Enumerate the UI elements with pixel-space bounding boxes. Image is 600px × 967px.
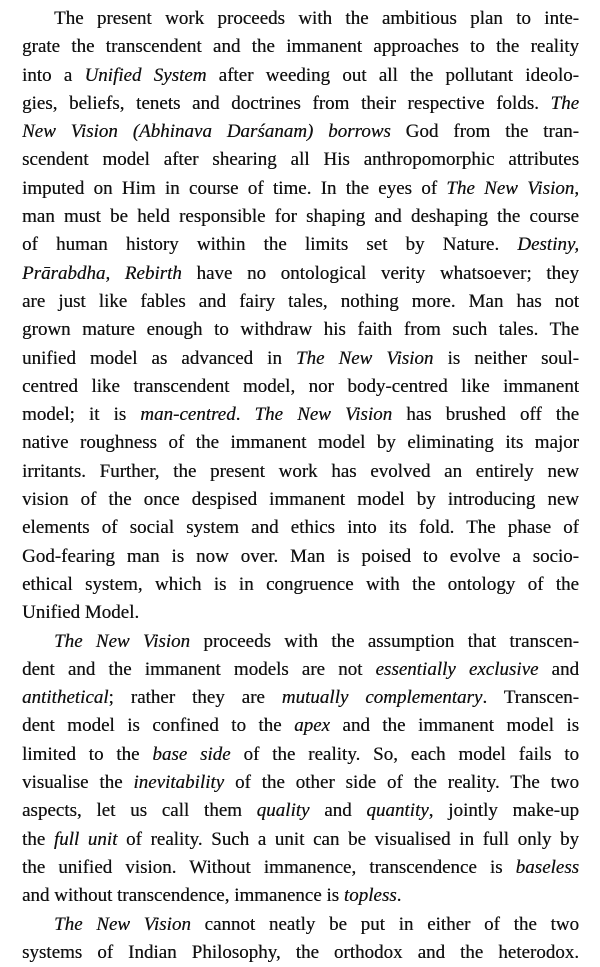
italic-text-run: The New Vision [254,404,393,426]
italic-text-run: full unit [53,828,118,850]
text-line [22,62,579,90]
text-line [22,628,579,656]
italic-text-run: The New Vision [54,913,191,935]
text-run: ; rather they are [108,687,282,709]
text-line [22,769,579,797]
text-run: proceeds with the assumption that transcen- [190,630,579,652]
text-line [22,260,579,288]
text-run: of the reality. So, each model fails to [230,743,579,765]
text-line [22,656,579,684]
italic-text-run: borrows [328,121,391,143]
text-line [22,345,579,373]
text-run: . Transcen- [482,687,579,709]
text-run: and [538,658,579,680]
italic-text-run: quality [256,800,310,822]
text-line [22,316,579,344]
text-line [22,90,579,118]
text-line [22,684,579,712]
text-run: model; it is [22,404,141,426]
italic-text-run: antithetical [22,687,109,709]
text-run: into a [22,64,85,86]
text-run: elements of social system and ethics into its fold. The phase of [22,517,579,539]
text-run: aspects, let us call them [22,800,257,822]
text-run: systems of Indian Philosophy, the orthodox and the heterodox. [22,941,579,963]
text-run: . [396,885,402,907]
italic-text-run: inevitability [133,772,225,794]
text-line [22,429,579,457]
text-run [313,121,328,142]
text-run: and the immanent model is [329,715,579,737]
text-run: of human history within the limits set by Nature. [22,234,518,256]
italic-text-run: The New Vision [446,177,575,199]
text-run: , [574,177,579,199]
italic-text-run: man-centred [140,404,236,426]
text-run: dent model is confined to the [22,715,295,737]
text-line [22,203,579,231]
text-line [22,118,579,146]
text-line [22,797,579,825]
text-run: dent and the immanent models are not [22,658,376,680]
text-run: the [22,828,54,850]
text-run: unified model as advanced in [22,347,296,369]
text-run: Unified Model. [22,602,140,624]
text-line [22,882,579,910]
text-line [22,543,579,571]
text-run: imputed on Him in course of time. In the eyes of [22,177,447,199]
text-line [22,486,579,514]
italic-text-run: Prārabdha, Rebirth [22,262,182,284]
italic-text-run: The New Vision [54,630,191,652]
text-line [22,175,579,203]
text-run: grate the transcendent and the immanent approaches to the reality [22,36,579,58]
text-line [22,571,579,599]
text-run: vision of the once despised immanent model by introducing new [22,489,579,511]
text-run: , jointly make-up [428,800,579,822]
text-line [22,5,579,33]
text-run: the unified vision. Without immanence, transcendence is [22,856,516,878]
text-line [22,373,579,401]
text-line [22,939,579,967]
italic-text-run: mutually complementary [281,687,483,709]
italic-text-run: Unified System [84,64,207,86]
italic-text-run: (Abhinava Darśanam) [132,121,314,143]
text-line [22,854,579,882]
text-line [22,911,579,939]
text-run: ethical system, which is in congruence with the ontology of the [22,573,579,595]
text-run: limited to the [22,743,153,765]
text-run: man must be held responsible for shaping and deshaping the course [22,206,579,228]
italic-text-run: essentially exclusive [375,658,539,680]
text-run: and without transcendence, immanence is [22,885,344,907]
text-line [22,826,579,854]
italic-text-run: New Vision [22,121,118,143]
text-run: scendent model after shearing all His anthropomorphic attributes [22,149,579,171]
text-run [118,121,133,142]
italic-text-run: base side [152,743,231,765]
text-line [22,514,579,542]
text-line [22,146,579,174]
text-run: grown mature enough to withdraw his faith from such tales. The [22,319,579,341]
text-run: after weeding out all the pollutant ideolo- [206,64,579,86]
text-line [22,599,579,627]
italic-text-run: topless [343,885,397,907]
text-run: have no ontological verity whatsoever; they [181,262,579,284]
text-run: are just like fables and fairy tales, nothing more. Man has not [22,290,579,312]
italic-text-run: apex [294,715,330,737]
text-line [22,231,579,259]
text-run: has brushed off the [392,404,579,426]
text-run: God-fearing man is now over. Man is poised to evolve a socio- [22,545,579,567]
italic-text-run: baseless [515,856,579,878]
italic-text-run: The New Vision [295,347,434,369]
text-line [22,741,579,769]
text-run: native roughness of the immanent model by eliminating its major [22,432,579,454]
text-run: is neither soul- [433,347,579,369]
text-run: of the other side of the reality. The two [224,772,579,794]
text-run: irritants. Further, the present work has evolved an entirely new [22,460,579,482]
text-line [22,401,579,429]
text-run: gies, beliefs, tenets and doctrines from their respective folds. [22,92,551,114]
text-run: and [309,800,367,822]
text-run: God from the tran- [390,121,579,143]
text-line [22,288,579,316]
text-run: The present work proceeds with the ambitious plan to inte- [54,8,579,29]
text-run: of reality. Such a unit can be visualised in full only by [117,828,579,850]
text-run: visualise the [22,772,134,794]
italic-text-run: Destiny, [517,234,579,256]
text-line [22,458,579,486]
italic-text-run: quantity [366,800,429,822]
italic-text-run: The [550,92,579,114]
text-line [22,712,579,740]
text-run: centred like transcendent model, nor body-centred like immanent [22,375,579,397]
text-run: . [235,404,255,426]
text-run: cannot neatly be put in either of the two [190,913,579,935]
text-line [22,33,579,61]
page-text [22,5,579,967]
